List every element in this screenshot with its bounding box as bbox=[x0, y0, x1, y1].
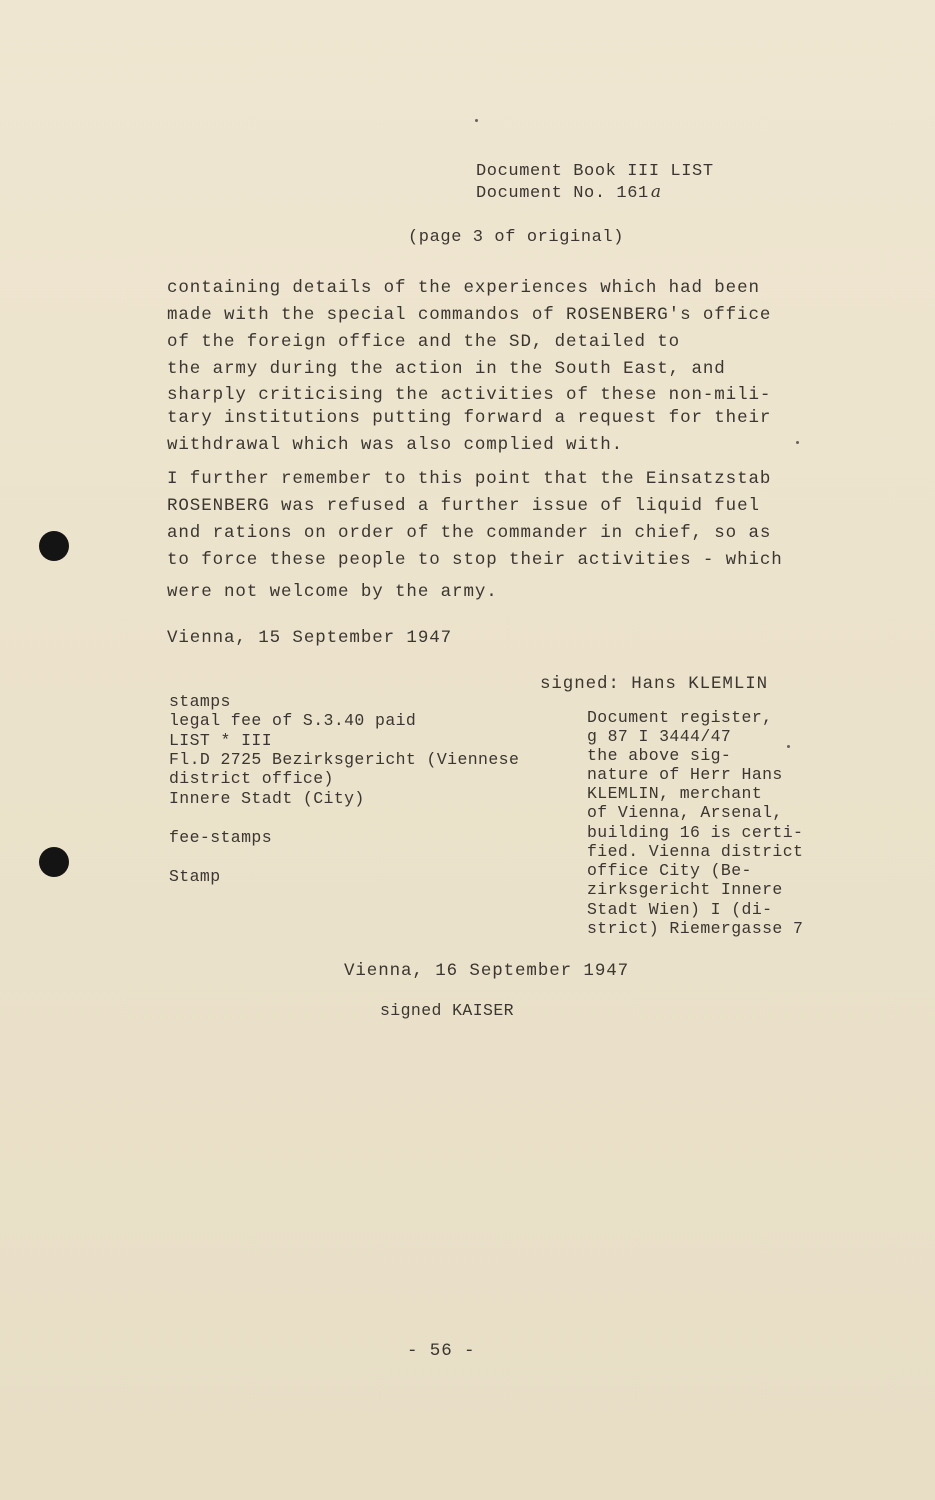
right-column-line: building 16 is certi- bbox=[587, 823, 804, 842]
paragraph1-line: made with the special commandos of ROSENBERG's office bbox=[167, 305, 772, 325]
paragraph2-line: I further remember to this point that the Einsatzstab bbox=[167, 469, 772, 489]
paragraph1-line: the army during the action in the South East, and bbox=[167, 359, 726, 379]
left-column-line: legal fee of S.3.40 paid bbox=[169, 711, 417, 730]
left-column-line: stamps bbox=[169, 692, 231, 711]
handwritten-suffix: a bbox=[650, 182, 662, 202]
right-column-line: Document register, bbox=[587, 708, 773, 727]
paragraph1-line: withdrawal which was also complied with. bbox=[167, 435, 624, 455]
right-column-line: KLEMLIN, merchant bbox=[587, 784, 763, 803]
left-column-line: district office) bbox=[169, 769, 334, 788]
left-column-line: fee-stamps bbox=[169, 828, 273, 847]
right-column-line: nature of Herr Hans bbox=[587, 765, 783, 784]
paragraph1-line: containing details of the experiences which had been bbox=[167, 278, 760, 298]
date-line-1: Vienna, 15 September 1947 bbox=[167, 628, 453, 648]
punch-hole-upper bbox=[39, 531, 69, 561]
left-column-line: LIST * III bbox=[169, 731, 273, 750]
right-column-line: office City (Be- bbox=[587, 861, 752, 880]
right-column-line: the above sig- bbox=[587, 746, 732, 765]
signature-line: signed: Hans KLEMLIN bbox=[540, 674, 769, 694]
left-column-line: Stamp bbox=[169, 867, 221, 886]
date-line-2: Vienna, 16 September 1947 bbox=[344, 961, 630, 981]
speck bbox=[475, 119, 478, 122]
right-column-line: fied. Vienna district bbox=[587, 842, 804, 861]
left-column-line: Innere Stadt (City) bbox=[169, 789, 365, 808]
paragraph2-line: and rations on order of the commander in chief, so as bbox=[167, 523, 772, 543]
paragraph1-line: sharply criticising the activities of these non-mili- bbox=[167, 385, 772, 405]
speck bbox=[796, 441, 799, 444]
document-number-line bbox=[476, 182, 662, 203]
left-column-line: Fl.D 2725 Bezirksgericht (Viennese bbox=[169, 750, 520, 769]
right-column-line: strict) Riemergasse 7 bbox=[587, 919, 804, 938]
paragraph1-line: of the foreign office and the SD, detailed to bbox=[167, 332, 681, 352]
paragraph2-line: ROSENBERG was refused a further issue of liquid fuel bbox=[167, 496, 760, 516]
right-column-line: g 87 I 3444/47 bbox=[587, 727, 732, 746]
signed-kaiser-line: signed KAISER bbox=[380, 1001, 514, 1020]
paragraph1-line: tary institutions putting forward a request for their bbox=[167, 408, 772, 428]
right-column-line: zirksgericht Innere bbox=[587, 880, 783, 899]
speck bbox=[787, 745, 790, 748]
paragraph2-line: to force these people to stop their activities - which bbox=[167, 550, 783, 570]
page-reference: (page 3 of original) bbox=[408, 228, 625, 247]
right-column-line: Stadt Wien) I (di- bbox=[587, 900, 773, 919]
right-column-line: of Vienna, Arsenal, bbox=[587, 803, 783, 822]
paragraph2-line: were not welcome by the army. bbox=[167, 582, 498, 602]
punch-hole-lower bbox=[39, 847, 69, 877]
page-number: - 56 - bbox=[407, 1341, 476, 1361]
document-number-text: Document No. 161 bbox=[476, 184, 649, 203]
document-book-line: Document Book III LIST bbox=[476, 162, 714, 181]
